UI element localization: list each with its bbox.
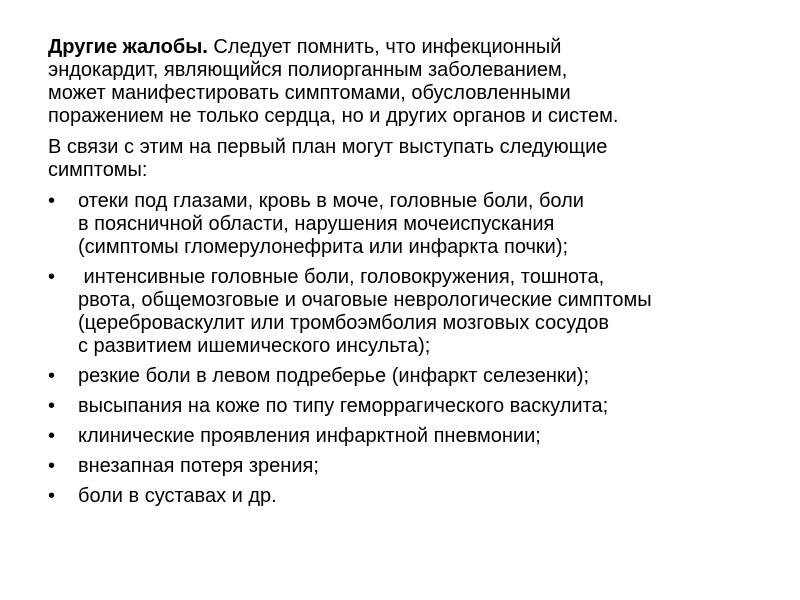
list-item-line: (цереброваскулит или тромбоэмболия мозговых сосудов (78, 312, 609, 334)
intro-line-2: эндокардит, являющийся полиорганным заболеванием, (48, 59, 568, 81)
bullet-marker: • (48, 425, 56, 447)
list-item-line: резкие боли в левом подреберье (инфаркт селезенки); (78, 365, 590, 387)
list-item (48, 365, 764, 388)
intro-line-3: может манифестировать симптомами, обусловленными (48, 82, 571, 104)
list-item (48, 425, 764, 448)
list-item-line: высыпания на коже по типу геморрагического васкулита; (78, 395, 609, 417)
list-item-line: в поясничной области, нарушения мочеиспускания (78, 213, 555, 235)
list-item-line: отеки под глазами, кровь в моче, головные боли, боли (78, 190, 584, 212)
list-item-line: клинические проявления инфарктной пневмонии; (78, 425, 541, 447)
bullet-marker: • (48, 455, 56, 477)
bullet-marker: • (48, 365, 56, 387)
bullet-marker: • (48, 190, 56, 212)
list-item (48, 190, 764, 259)
list-item-line: внезапная потеря зрения; (78, 455, 319, 477)
bullet-marker: • (48, 395, 56, 417)
intro-line-1 (48, 36, 764, 59)
intro-paragraph (48, 36, 764, 128)
intro-text: Следует помнить, что инфекционный (207, 36, 562, 58)
symptom-list (48, 190, 764, 508)
list-item (48, 395, 764, 418)
list-item (48, 455, 764, 478)
list-item-line: рвота, общемозговые и очаговые неврологические симптомы (78, 289, 652, 311)
slide-content (48, 36, 764, 515)
list-item-line: интенсивные головные боли, головокружения, тошнота, (78, 266, 605, 288)
second-line-1: В связи с этим на первый план могут выступать следующие (48, 136, 608, 158)
list-item (48, 485, 764, 508)
intro-line-4: поражением не только сердца, но и других органов и систем. (48, 105, 619, 127)
list-item (48, 266, 764, 358)
bullet-marker: • (48, 266, 56, 288)
intro-lead: Другие жалобы. (48, 36, 208, 58)
list-item-line: боли в суставах и др. (78, 485, 277, 507)
second-line-2: симптомы: (48, 159, 148, 181)
second-paragraph (48, 136, 764, 182)
bullet-marker: • (48, 485, 56, 507)
list-item-line: (симптомы гломерулонефрита или инфаркта почки); (78, 236, 569, 258)
list-item-line: с развитием ишемического инсульта); (78, 335, 431, 357)
